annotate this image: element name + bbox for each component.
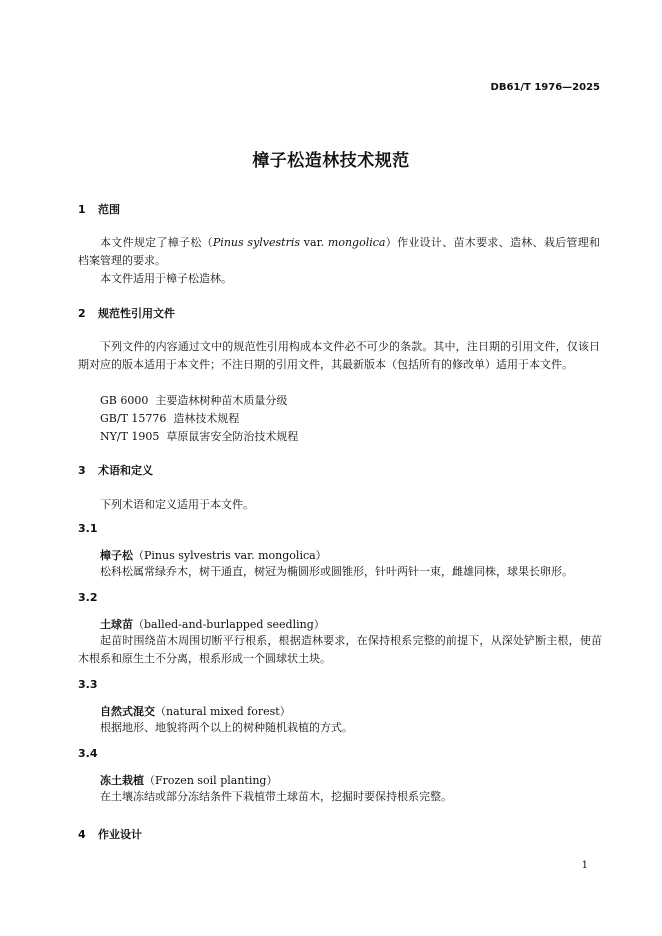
document-title: 樟子松造林技术规范 — [252, 151, 410, 171]
term-chinese: 樟子松 — [100, 549, 133, 562]
terms-intro: 下列术语和定义适用于本文件。 — [100, 498, 254, 511]
scope-text-start: 本文件规定了樟子松（ — [100, 236, 213, 249]
scope-text-end: ）作业设计、苗木要求、造林、栽后管理和档案管理的要求。 — [78, 236, 601, 267]
reference-item — [100, 428, 298, 444]
term-chinese: 冻土栽植 — [100, 774, 144, 787]
section-number: 2 — [78, 307, 86, 320]
standard-code: DB61/T 1976—2025 — [490, 82, 600, 93]
term-number: 3.1 — [78, 522, 98, 535]
term-chinese: 土球苗 — [100, 618, 133, 631]
section-1-heading — [78, 201, 120, 217]
term-chinese: 自然式混交 — [100, 705, 155, 718]
term-english: （balled-and-burlapped seedling） — [133, 618, 325, 631]
reference-name: 草原鼠害安全防治技术规程 — [166, 430, 299, 443]
term-title — [100, 772, 277, 788]
term-english: （Frozen soil planting） — [144, 774, 278, 787]
section-3-heading — [78, 462, 153, 478]
term-definition: 在土壤冻结或部分冻结条件下栽植带土球苗木，挖掘时要保持根系完整。 — [100, 790, 452, 803]
term-title — [100, 547, 327, 563]
section-title: 规范性引用文件 — [98, 307, 175, 320]
term-title — [100, 703, 291, 719]
term-title — [100, 616, 325, 632]
reference-item — [100, 392, 287, 408]
page-number: 1 — [581, 860, 588, 871]
latin-var: var. — [300, 236, 328, 249]
term-english: （natural mixed forest） — [155, 705, 291, 718]
reference-item — [100, 410, 239, 426]
section-2-heading — [78, 305, 175, 321]
reference-code: NY/T 1905 — [100, 430, 160, 443]
section-title: 范围 — [98, 203, 120, 216]
reference-name: 主要造林树种苗木质量分级 — [155, 394, 288, 407]
term-definition: 根据地形、地貌将两个以上的树种随机栽植的方式。 — [100, 721, 353, 734]
term-number: 3.3 — [78, 678, 98, 691]
section-number: 3 — [78, 464, 86, 477]
normative-references-paragraph: 下列文件的内容通过文中的规范性引用构成本文件必不可少的条款。其中，注日期的引用文件，仅该日期对应的版本适用于本文件；不注日期的引用文件，其最新版本（包括所有的修改单）适用于本文件。 — [78, 340, 600, 371]
latin-genus-species: Pinus sylvestris — [212, 236, 301, 249]
reference-name: 造林技术规程 — [173, 412, 240, 425]
scope-paragraph — [78, 234, 600, 270]
section-title: 术语和定义 — [98, 464, 153, 477]
term-definition: 松科松属常绿乔木，树干通直，树冠为椭圆形或圆锥形，针叶两针一束，雌雄同株，球果长卵形。 — [100, 565, 573, 578]
section-number: 4 — [78, 828, 86, 841]
section-4-heading — [78, 826, 142, 842]
reference-code: GB 6000 — [100, 394, 149, 407]
term-english: （Pinus sylvestris var. mongolica） — [133, 549, 327, 562]
term-number: 3.2 — [78, 591, 98, 604]
term-definition: 起苗时围绕苗木周围切断平行根系，根据造林要求，在保持根系完整的前提下，从深处铲断主根，使苗木根系和原生土不分离，根系形成一个圆球状土块。 — [78, 634, 602, 665]
reference-code: GB/T 15776 — [100, 412, 167, 425]
section-number: 1 — [78, 203, 86, 216]
term-number: 3.4 — [78, 747, 98, 760]
section-title: 作业设计 — [98, 828, 142, 841]
latin-variety: mongolica — [327, 236, 386, 249]
applicability-paragraph: 本文件适用于樟子松造林。 — [100, 272, 232, 285]
